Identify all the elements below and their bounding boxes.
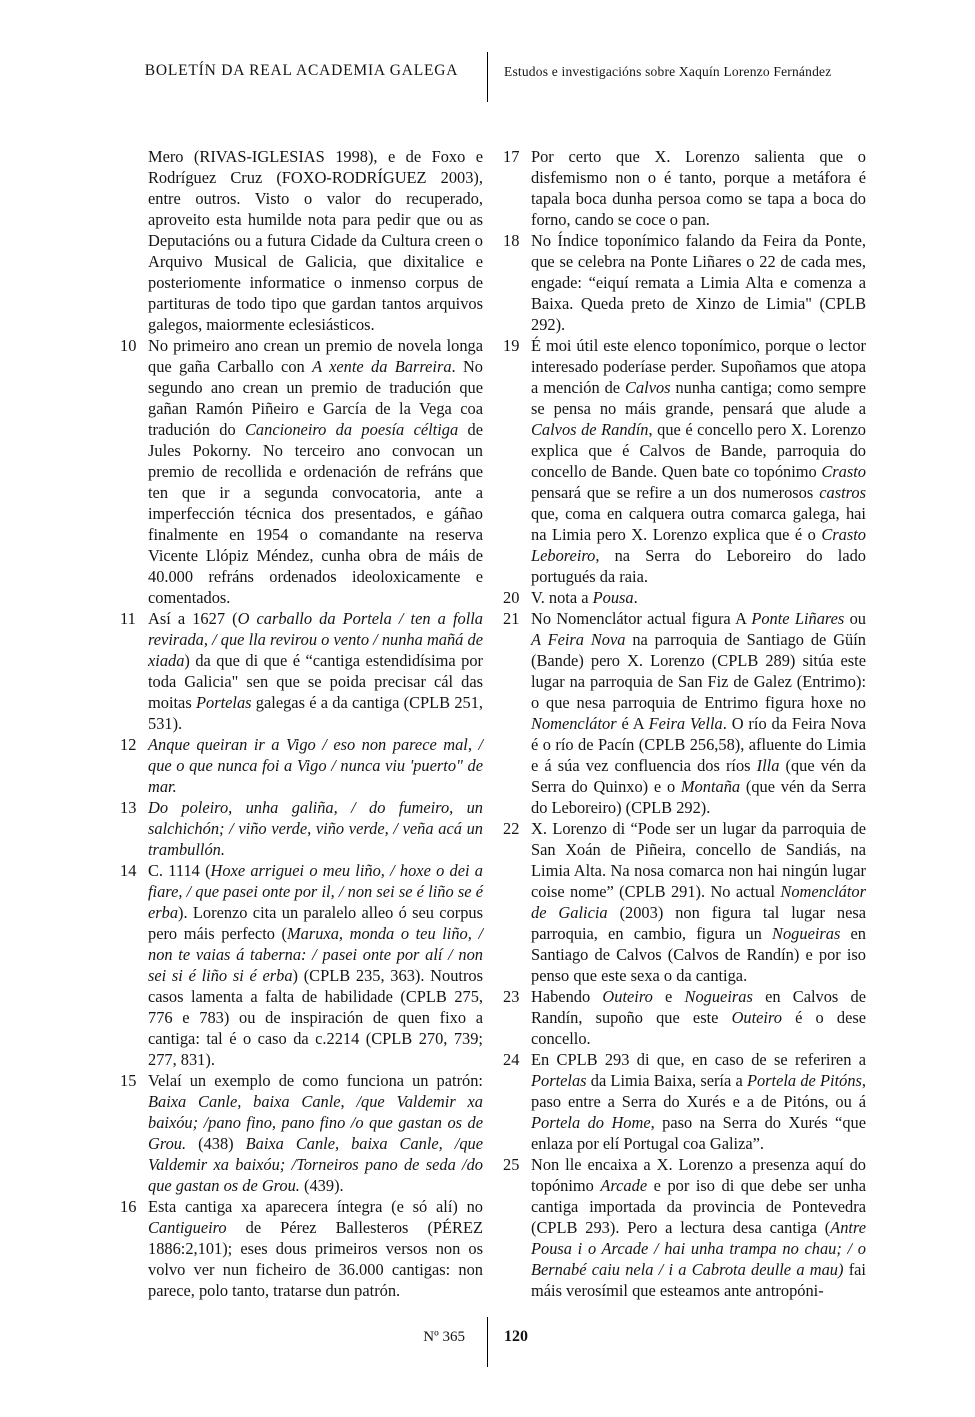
italic-text: Baixa Canle, baixa Canle, /que Valdemir xa baixóu; /pano fino, pano fino /o que gastan os de Grou.	[148, 1092, 483, 1153]
footnote-number: 11	[120, 609, 136, 628]
roman-text: fai máis verosímil que esteamos ante antropóni-	[531, 1260, 866, 1300]
italic-text: A Feira Nova	[531, 630, 626, 649]
italic-text: Nogueiras	[772, 924, 841, 943]
roman-text: Por certo que X. Lorenzo salienta que o disfemismo non o é tanto, porque a metáfora é tapala boca dunha persoa como se tapa a boca do forno, cando se coce o pan.	[531, 147, 866, 229]
roman-text: é o dese concello.	[531, 1008, 867, 1048]
footnote-item	[503, 818, 866, 986]
roman-text: nunha cantiga; como sempre se pensa no máis grande, pensará que alude a	[531, 378, 866, 418]
roman-text: , paso entre a Serra do Xurés e a de Pitóns, ou á	[531, 1071, 866, 1111]
roman-text: , paso na Serra do Xurés “que enlaza por elí Portugal coa Galiza”.	[531, 1113, 866, 1153]
italic-text: Hoxe arriguei o meu liño, / hoxe o dei a fiare, / que pasei onte por il, / non sei se é liño se é erba	[148, 861, 483, 922]
roman-text: na parroquia de Santiago de Güín (Bande) pero X. Lorenzo (CPLB 289) sitúa este lugar na parroquia de San Fiz de Galez (Entrimo): o que nesa parroquia de Entrimo figura hoxe no	[531, 630, 866, 712]
italic-text: Portela de Pitóns	[746, 1071, 862, 1090]
italic-text: Montaña	[680, 777, 741, 796]
italic-text: castros	[819, 483, 866, 502]
footnote-item	[120, 734, 483, 797]
footnote-text	[531, 987, 866, 1048]
footnote-item	[120, 797, 483, 860]
footnote-number: 14	[120, 861, 137, 880]
issue-number: Nº 365	[423, 1329, 465, 1345]
footnote-item	[503, 587, 866, 608]
footnote-text	[148, 336, 483, 607]
footnote-number: 16	[120, 1197, 137, 1216]
roman-text: . No segundo ano crean un premio de tradución que gañan Ramón Piñeiro e García de la Vega coa tradución do	[148, 357, 483, 439]
italic-text: Pousa	[592, 588, 634, 607]
footnote-item	[503, 986, 866, 1049]
italic-text: Maruxa, monda o teu liño, / non te vaias á taberna: / pasei onte por alí / non sei si é liño si é erba	[148, 924, 483, 985]
roman-text: ) da que di que é “cantiga estendidísima por toda Galicia" sen que se poida precisar cál das moitas	[148, 651, 483, 712]
journal-title: BOLETÍN DA REAL ACADEMIA GALEGA	[144, 62, 459, 79]
right-column	[503, 146, 866, 1301]
italic-text: Nomenclátor de Galicia	[531, 882, 866, 922]
footnote-number: 20	[503, 588, 520, 607]
roman-text: ). Lorenzo cita un paralelo alleo ó seu corpus pero máis perfecto (	[148, 903, 483, 943]
footnote-text	[531, 147, 866, 229]
roman-text: de Pérez Ballesteros (PÉREZ 1886:2,101); eses dous primeiros versos non os volvo ver nun ficheiro de 36.000 cantigas: non parece, polo tanto, tratarse dun patrón.	[148, 1218, 483, 1300]
italic-text: Portela do Home	[531, 1113, 651, 1132]
left-column	[120, 146, 483, 1301]
footnote-number: 24	[503, 1050, 520, 1069]
roman-text: é A	[616, 714, 649, 733]
italic-text: Arcade	[600, 1176, 648, 1195]
footnote-text	[148, 735, 483, 796]
footnote-text	[531, 1155, 866, 1300]
roman-text: e	[652, 987, 685, 1006]
roman-text: Mero (RIVAS-IGLESIAS 1998), e de Foxo e Rodríguez Cruz (FOXO-RODRÍGUEZ 2003), entre outros. Visto o valor do recuperado, aproveito esta humilde nota para pedir que ou as Deputacións ou a futura Cidade da Cultura creen o Arquivo Musical de Galicia, que dixitalice e posteriomente informatice o inmenso corpus de partituras de todo tipo que gardan tantos arquivos galegos, maiormente eclesiásticos.	[148, 147, 483, 334]
roman-text: (438)	[186, 1134, 246, 1153]
footnote-item	[120, 1070, 483, 1196]
roman-text: X. Lorenzo di “Pode ser un lugar da parroquia de San Xoán de Piñeira, concello de Sandiás, na Limia Alta. Na nosa comarca non hai ningún lugar coise nome” (CPLB 291). No actual	[531, 819, 866, 901]
roman-text: En CPLB 293 di que, en caso de se referiren a	[531, 1050, 866, 1069]
roman-text: Habendo	[531, 987, 603, 1006]
footnote-number: 19	[503, 336, 520, 355]
italic-text: Calvos	[625, 378, 671, 397]
footnote-number: 18	[503, 231, 520, 250]
italic-text: Antre Pousa i o Arcade / hai unha trampa no chau; / o Bernabé caiu nela / i a Cabrota deulle a mau)	[531, 1218, 866, 1279]
roman-text: en Santiago de Calvos (Calvos de Randín) e por iso penso que este sexa o da cantiga.	[531, 924, 866, 985]
footnote-text	[531, 588, 638, 607]
italic-text: Calvos de Randín	[531, 420, 649, 439]
roman-text: pensará que se refire a un dos numerosos	[531, 483, 820, 502]
roman-text: de Jules Pokorny. No terceiro ano convocan un premio de recollida e ordenación de refráns que ten que ir a segunda convocatoria, ante a imperfección técnica dos presentados, e gáñao finalmente en 1954 o comandante na reserva Vicente Llópiz Méndez, cunha obra de máis de 40.000 refráns ordenados ideoloxicamente e comentados.	[148, 420, 484, 607]
italic-text: Ponte Liñares	[751, 609, 845, 628]
roman-text: Esta cantiga xa aparecera íntegra (e só alí) no	[148, 1197, 483, 1216]
footnote-text	[148, 609, 483, 733]
footnote-item	[503, 608, 866, 818]
roman-text: C. 1114 (	[148, 861, 211, 880]
roman-text: , na Serra do Leboreiro do lado portugués da raia.	[531, 546, 866, 586]
footnote-text	[148, 1071, 483, 1195]
footnote-text	[531, 1050, 866, 1153]
italic-text: Portelas	[531, 1071, 587, 1090]
footnote-item	[120, 860, 483, 1070]
roman-text: Non lle encaixa a X. Lorenzo a presenza aquí do topónimo	[531, 1155, 866, 1195]
roman-text: Velaí un exemplo de como funciona un patrón:	[148, 1071, 483, 1090]
roman-text: e por iso di que debe ser unha cantiga importada da provincia de Pontevedra (CPLB 293). Pero a lectura desa cantiga (	[531, 1176, 866, 1237]
italic-text: Portelas	[195, 693, 252, 712]
footnote-item	[503, 1049, 866, 1154]
roman-text: que, coma en calquera outra comarca galega, hai na Limia pero X. Lorenzo explica que é o	[531, 504, 866, 544]
footnote-number: 22	[503, 819, 520, 838]
roman-text: da Limia Baixa, sería a	[586, 1071, 747, 1090]
footnote-item	[120, 608, 483, 734]
roman-text: .	[633, 588, 638, 607]
footnote-item	[503, 230, 866, 335]
roman-text: (que vén da Serra do Quinxo) e o	[531, 756, 866, 796]
footnote-number: 25	[503, 1155, 520, 1174]
footnote-number: 13	[120, 798, 137, 817]
footnote-item	[503, 146, 866, 230]
continued-note-text	[148, 146, 483, 335]
footnote-item	[503, 1154, 866, 1301]
roman-text: en Calvos de Randín, supoño que este	[531, 987, 866, 1027]
roman-text: No primeiro ano crean un premio de novela longa que gaña Carballo con	[148, 336, 483, 376]
footnote-text	[531, 609, 866, 817]
footer-divider	[487, 1317, 488, 1367]
roman-text: (que vén da Serra do Leboreiro) (CPLB 292).	[531, 777, 866, 817]
roman-text: , que é concello pero X. Lorenzo explica que é Calvos de Bande, parroquia do concello de Bande. Quen bate co topónimo	[531, 420, 867, 481]
italic-text: A xente da Barreira	[312, 357, 452, 376]
italic-text: Cancioneiro da poesía céltiga	[245, 420, 459, 439]
footnote-number: 15	[120, 1071, 137, 1090]
footnote-number: 10	[120, 336, 137, 355]
footnote-text	[148, 798, 483, 859]
footnote-text	[148, 861, 483, 1069]
footnote-text	[148, 1197, 483, 1300]
italic-text: Crasto Leboreiro	[531, 525, 866, 565]
footnote-number: 17	[503, 147, 520, 166]
italic-text: Outeiro	[602, 987, 653, 1006]
italic-text: Baixa Canle, baixa Canle, /que Valdemir xa baixóu; /Torneiros pano de seda /do que gastan os de Grou.	[148, 1134, 483, 1195]
article-running-title: Estudos e investigacións sobre Xaquín Lorenzo Fernández	[504, 64, 832, 79]
footnote-number: 23	[503, 987, 520, 1006]
italic-text: Outeiro	[731, 1008, 782, 1027]
roman-text: (2003) non figura tal lugar nesa parroquia, en cambio, figura un	[531, 903, 866, 943]
header-divider	[487, 52, 488, 102]
roman-text: ou	[844, 609, 866, 628]
italic-text: Anque queiran ir a Vigo / eso non parece mal, / que o que nunca foi a Vigo / nunca viu 'puerto" de mar.	[148, 735, 483, 796]
roman-text: ) (CPLB 235, 363). Noutros casos lamenta a falta de habilidade (CPLB 275, 776 e 783) ou de inspiración de quen fixo a cantiga: tal é o caso da c.2214 (CPLB 270, 739; 277, 831).	[148, 966, 483, 1069]
page-number: 120	[504, 1328, 528, 1345]
italic-text: Illa	[756, 756, 780, 775]
footnote-item	[120, 1196, 483, 1301]
roman-text: No Nomenclátor actual figura A	[531, 609, 752, 628]
footnote-number: 12	[120, 735, 137, 754]
italic-text: Cantigueiro	[148, 1218, 227, 1237]
italic-text: Nomenclátor	[531, 714, 617, 733]
footnote-item	[503, 335, 866, 587]
roman-text: É moi útil este elenco toponímico, porque o lector interesado poderíase perder. Supoñamos que atopa a mención de	[531, 336, 866, 397]
italic-text: Feira Vella	[648, 714, 723, 733]
roman-text: (439).	[299, 1176, 344, 1195]
roman-text: Así a 1627 (	[148, 609, 238, 628]
roman-text: galegas é a da cantiga (CPLB 251, 531).	[148, 693, 484, 733]
roman-text: No Índice toponímico falando da Feira da Ponte, que se celebra na Ponte Liñares o 22 de cada mes, engade: “eiquí remata a Limia Alta e comenza a Baixa. Queda preto de Xinzo de Limia" (CPLB 292).	[531, 231, 866, 334]
roman-text: V. nota a	[531, 588, 593, 607]
italic-text: O carballo da Portela / ten a folla revirada, / que lla revirou o vento / nunha mañá de xiada	[148, 609, 483, 670]
italic-text: Crasto	[821, 462, 866, 481]
footnote-text	[531, 231, 866, 334]
footnote-item	[120, 335, 483, 608]
italic-text: Nogueiras	[684, 987, 753, 1006]
footnote-text	[531, 336, 866, 586]
italic-text: Do poleiro, unha galiña, / do fumeiro, un salchichón; / viño verde, viño verde, / veña acá un trambullón.	[148, 798, 483, 859]
footnote-text	[531, 819, 866, 985]
roman-text: . O río da Feira Nova é o río de Pacín (CPLB 256,58), afluente do Limia e á súa vez confluencia dos ríos	[531, 714, 866, 775]
footnote-number: 21	[503, 609, 520, 628]
